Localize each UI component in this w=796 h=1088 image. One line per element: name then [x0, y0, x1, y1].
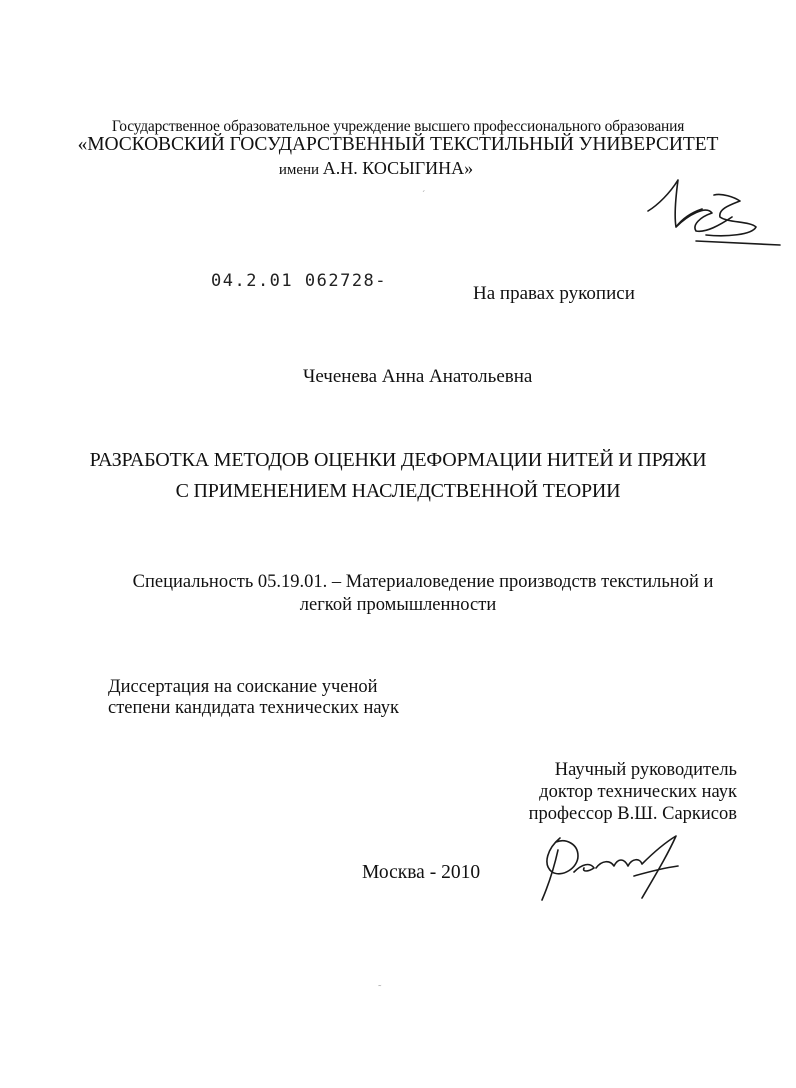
specialty-line-1: Специальность 05.19.01. – Материаловедение производств текстильной и: [132, 572, 714, 592]
scan-speck: ˜: [378, 984, 382, 995]
dissertation-title-line-1: РАЗРАБОТКА МЕТОДОВ ОЦЕНКИ ДЕФОРМАЦИИ НИТЕЙ И ПРЯЖИ: [89, 449, 707, 471]
city-year: Москва - 2010: [362, 862, 481, 883]
registration-number: 04.2.01 062728-: [211, 271, 388, 291]
advisor-name: профессор В.Ш. Саркисов: [528, 804, 737, 824]
specialty-line-2: легкой промышленности: [299, 595, 497, 615]
scan-speck: ´: [422, 190, 426, 201]
dissertation-title-line-2: С ПРИМЕНЕНИЕМ НАСЛЕДСТВЕННОЙ ТЕОРИИ: [175, 480, 621, 502]
institution-line-1: Государственное образовательное учреждение высшего профессионального образования: [111, 118, 685, 135]
institution-line-2: «МОСКОВСКИЙ ГОСУДАРСТВЕННЫЙ ТЕКСТИЛЬНЫЙ УНИВЕРСИТЕТ: [77, 134, 719, 155]
signature-mark-top: [640, 175, 785, 255]
dissertation-degree-line-2: степени кандидата технических наук: [108, 698, 399, 718]
institution-name: А.Н. КОСЫГИНА»: [322, 158, 474, 178]
advisor-signature: [538, 828, 693, 908]
institution-name-prefix: имени: [278, 162, 320, 178]
advisor-degree: доктор технических наук: [539, 782, 737, 802]
advisor-role: Научный руководитель: [554, 760, 737, 780]
dissertation-degree-line-1: Диссертация на соискание ученой: [108, 677, 378, 697]
manuscript-rights: На правах рукописи: [473, 283, 635, 304]
author-name: Чеченева Анна Анатольевна: [303, 366, 533, 387]
